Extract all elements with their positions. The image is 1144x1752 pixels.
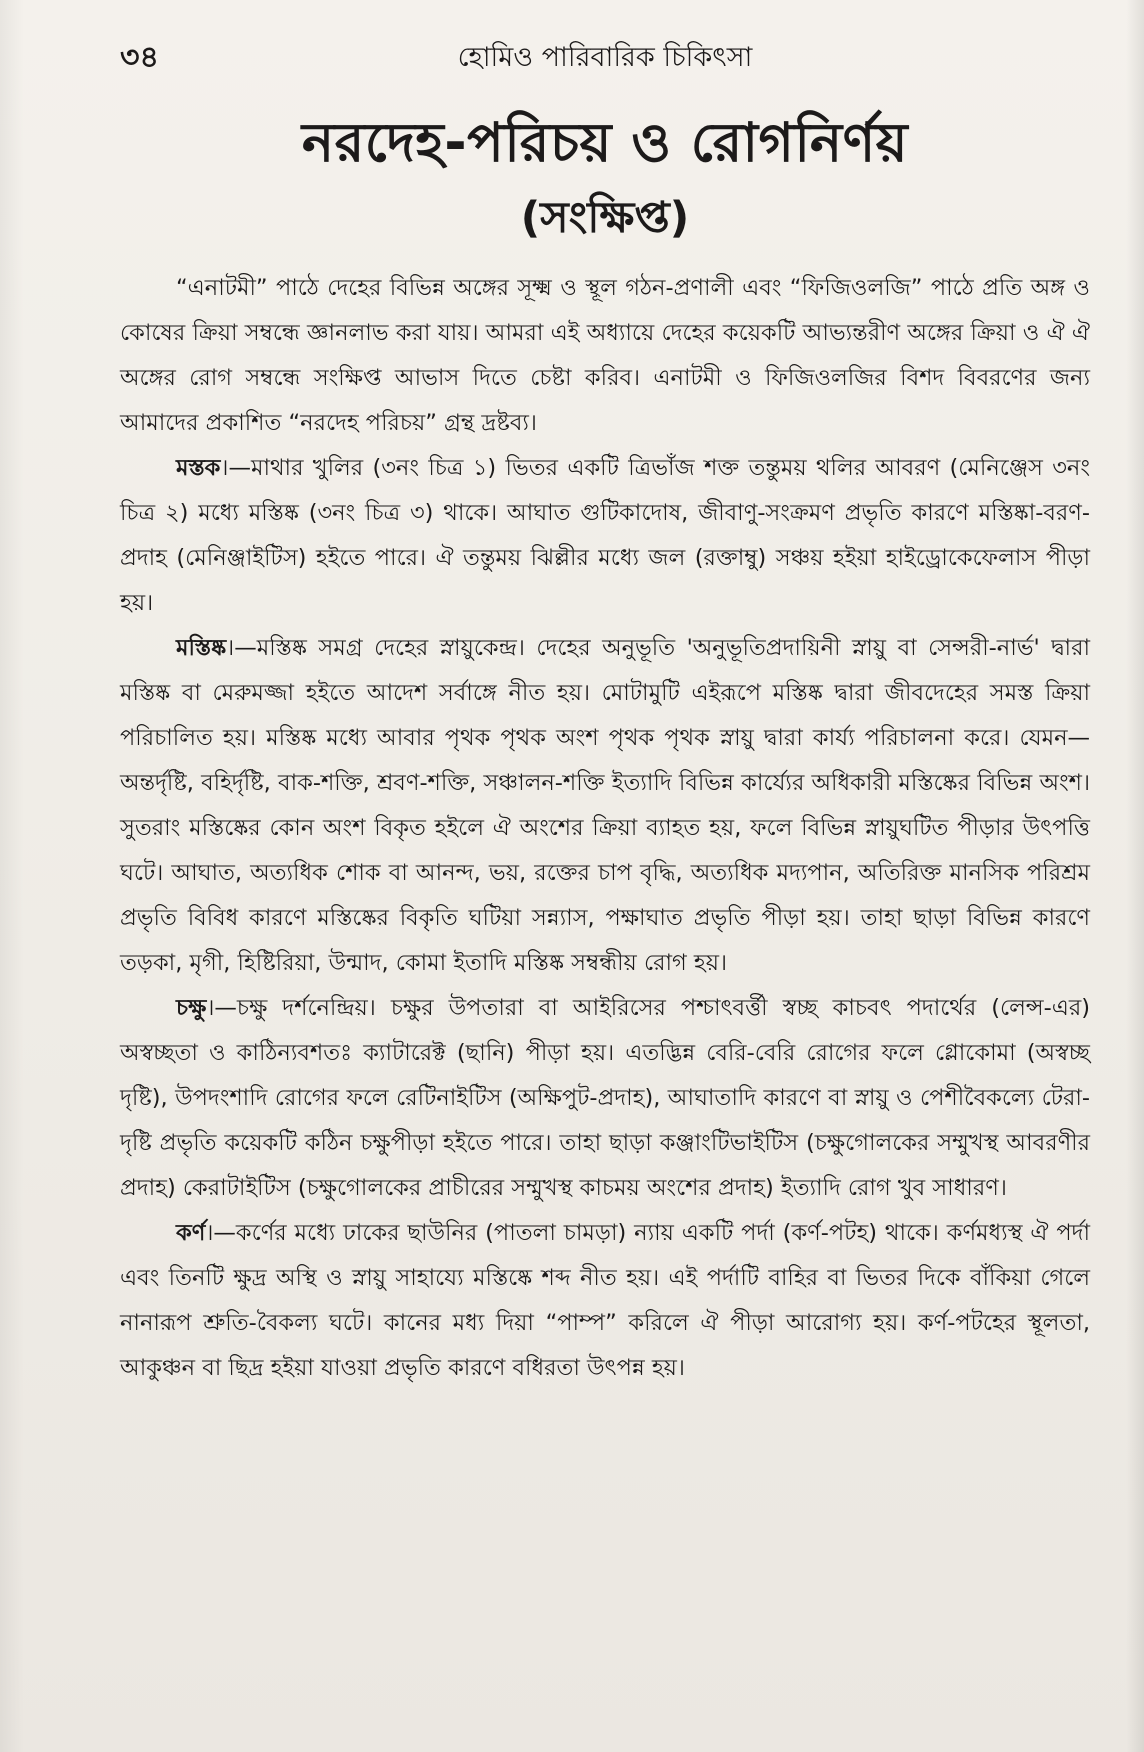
paragraph-intro [120,266,1090,446]
page-number: ৩৪ [120,40,159,75]
paragraph-text: ।—কর্ণের মধ্যে ঢাকের ছাউনির (পাতলা চামড়া) ন্যায় একটি পর্দা (কর্ণ-পটহ) থাকে। কর্ণমধ্যস্থ ঐ পর্দা এবং তিনটি ক্ষুদ্র অস্থি ও স্নায়ু সাহায্যে মস্তিষ্কে শব্দ নীত হয়। এই পর্দাটি বাহির বা ভিতর দিকে বাঁকিয়া গেলে নানারূপ শ্রুতি-বৈকল্য ঘটে। কানের মধ্য দিয়া “পাম্প” করিলে ঐ পীড়া আরোগ্য হয়। কর্ণ-পটহের স্থূলতা, আকুঞ্চন বা ছিদ্র হইয়া যাওয়া প্রভৃতি কারণে বধিরতা উৎপন্ন হয়। [120,1220,1090,1381]
paragraph-text: ।—মস্তিষ্ক সমগ্র দেহের স্নায়ুকেন্দ্র। দেহের অনুভূতি 'অনুভূতিপ্রদায়িনী স্নায়ু বা সেন্সরী-নার্ভ' দ্বারা মস্তিষ্ক বা মেরুমজ্জা হইতে আদেশ সর্বাঙ্গে নীত হয়। মোটামুটি এইরূপে মস্তিষ্ক দ্বারা জীবদেহের সমস্ত ক্রিয়া পরিচালিত হয়। মস্তিষ্ক মধ্যে আবার পৃথক পৃথক অংশ পৃথক পৃথক স্নায়ু দ্বারা কার্য্য পরিচালনা করে। যেমন—অন্তর্দৃষ্টি, বহির্দৃষ্টি, বাক-শক্তি, শ্রবণ-শক্তি, সঞ্চালন-শক্তি ইত্যাদি বিভিন্ন কার্য্যের অধিকারী মস্তিষ্কের বিভিন্ন অংশ। সুতরাং মস্তিষ্কের কোন অংশ বিকৃত হইলে ঐ অংশের ক্রিয়া ব্যাহত হয়, ফলে বিভিন্ন স্নায়ুঘটিত পীড়ার উৎপত্তি ঘটে। আঘাত, অত্যধিক শোক বা আনন্দ, ভয়, রক্তের চাপ বৃদ্ধি, অত্যধিক মদ্যপান, অতিরিক্ত মানসিক পরিশ্রম প্রভৃতি বিবিধ কারণে মস্তিষ্কের বিকৃতি ঘটিয়া সন্ন্যাস, পক্ষাঘাত প্রভৃতি পীড়া হয়। তাহা ছাড়া বিভিন্ন কারণে তড়কা, মৃগী, হিষ্টিরিয়া, উন্মাদ, কোমা ইতাদি মস্তিষ্ক সম্বন্ধীয় রোগ হয়। [120,635,1090,976]
paragraph-text: “এনাটমী” পাঠে দেহের বিভিন্ন অঙ্গের সূক্ষ্ম ও স্থূল গঠন-প্রণালী এবং “ফিজিওলজি” পাঠে প্রতি অঙ্গ ও কোষের ক্রিয়া সম্বন্ধে জ্ঞানলাভ করা যায়। আমরা এই অধ্যায়ে দেহের কয়েকটি আভ্যন্তরীণ অঙ্গের ক্রিয়া ও ঐ ঐ অঙ্গের রোগ সম্বন্ধে সংক্ষিপ্ত আভাস দিতে চেষ্টা করিব। এনাটমী ও ফিজিওলজির বিশদ বিবরণের জন্য আমাদের প্রকাশিত “নরদেহ পরিচয়” গ্রন্থ দ্রষ্টব্য। [120,275,1090,436]
paragraph-text: ।—চক্ষু দর্শনেন্দ্রিয়। চক্ষুর উপতারা বা আইরিসের পশ্চাৎবর্ত্তী স্বচ্ছ কাচবৎ পদার্থের (লেন্স-এর) অস্বচ্ছতা ও কাঠিন্যবশতঃ ক্যাটারেক্ট (ছানি) পীড়া হয়। এতদ্ভিন্ন বেরি-বেরি রোগের ফলে গ্লোকোমা (অস্বচ্ছ দৃষ্টি), উপদংশাদি রোগের ফলে রেটিনাইটিস (অক্ষিপুট-প্রদাহ), আঘাতাদি কারণে বা স্নায়ু ও পেশীবৈকল্যে টেরা-দৃষ্টি প্রভৃতি কয়েকটি কঠিন চক্ষুপীড়া হইতে পারে। তাহা ছাড়া কঞ্জাংটিভাইটিস (চক্ষুগোলকের সম্মুখস্থ আবরণীর প্রদাহ) কেরাটাইটিস (চক্ষুগোলকের প্রাচীরের সম্মুখস্থ কাচময় অংশের প্রদাহ) ইত্যাদি রোগ খুব সাধারণ। [120,995,1090,1201]
paragraph-ear [120,1211,1090,1391]
section-term: মস্তিষ্ক [176,635,227,661]
paragraph-text: ।—মাথার খুলির (৩নং চিত্র ১) ভিতর একটি ত্রিভাঁজ শক্ত তন্তুময় থলির আবরণ (মেনিঞ্জেস ৩নং চিত্র ২) মধ্যে মস্তিষ্ক (৩নং চিত্র ৩) থাকে। আঘাত গুটিকাদোষ, জীবাণু-সংক্রমণ প্রভৃতি কারণে মস্তিষ্কা-বরণ-প্রদাহ (মেনিঞ্জাইটিস) হইতে পারে। ঐ তন্তুময় ঝিল্লীর মধ্যে জল (রক্তাম্বু) সঞ্চয় হইয়া হাইড্রোকেফেলাস পীড়া হয়। [120,455,1090,616]
paragraph-skull [120,446,1090,626]
running-header [120,38,1090,78]
paragraph-eye [120,986,1090,1211]
section-term: চক্ষু [176,995,207,1021]
running-title: হোমিও পারিবারিক চিকিৎসা [457,42,753,73]
paragraph-brain [120,626,1090,986]
section-term: কর্ণ [176,1220,206,1246]
chapter-title: নরদেহ-পরিচয় ও রোগনির্ণয় [301,111,909,174]
chapter-subtitle: (সংক্ষিপ্ত) [520,193,690,243]
section-term: মস্তক [176,455,221,481]
body-text [120,266,1090,1722]
page-edge-shadow [1126,0,1144,1752]
